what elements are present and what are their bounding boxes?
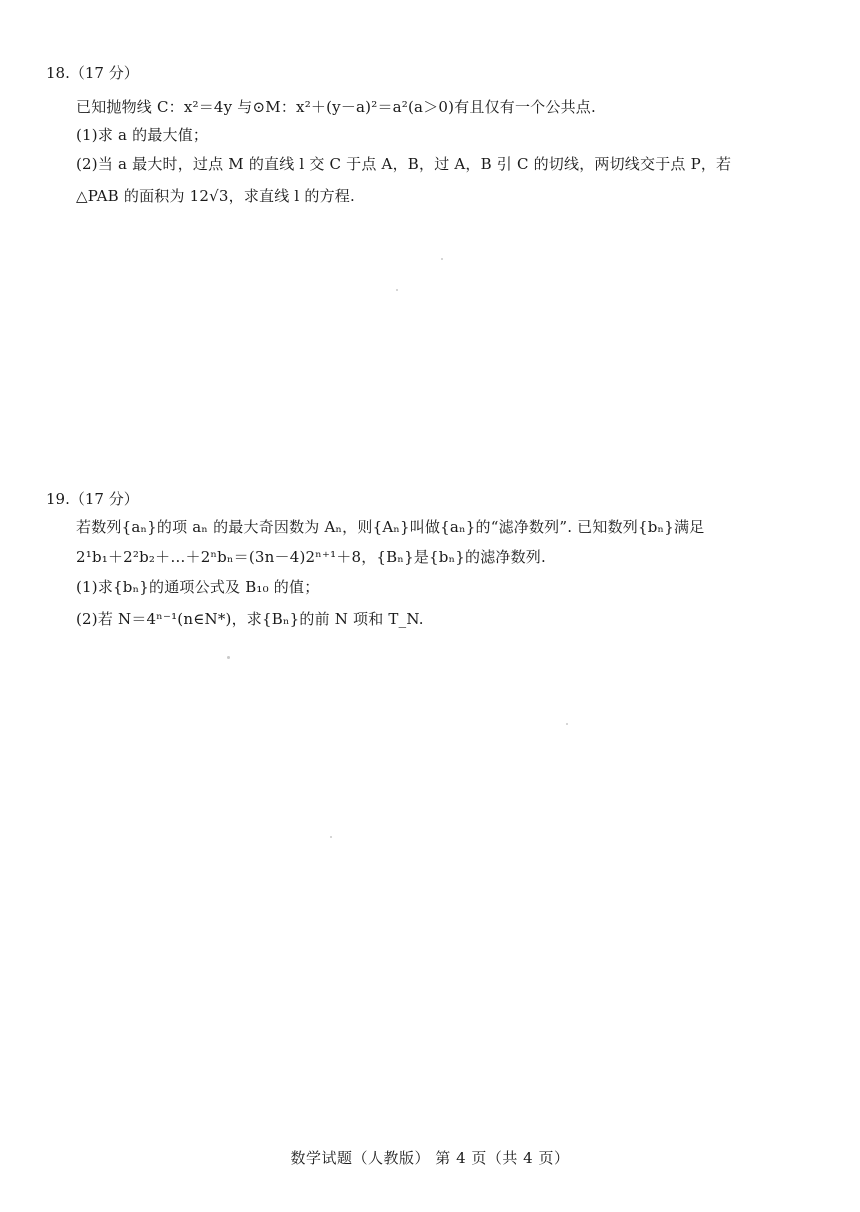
- problem-19-number: 19.（17 分）: [46, 490, 139, 508]
- problem-19-statement-line-2: 2¹b₁＋2²b₂＋…＋2ⁿbₙ＝(3n－4)2ⁿ⁺¹＋8，{Bₙ}是{bₙ}的滤净数列.: [76, 548, 546, 566]
- problem-18-statement: 已知抛物线 C：x²＝4y 与⊙M：x²＋(y－a)²＝a²(a＞0)有且仅有一个公共点.: [76, 98, 596, 116]
- problem-18-part-1: (1)求 a 的最大值；: [76, 126, 209, 144]
- scan-speck: [396, 289, 398, 291]
- page-footer: 数学试题（人教版） 第 4 页（共 4 页）: [290, 1149, 570, 1167]
- problem-19-part-1: (1)求{bₙ}的通项公式及 B₁₀ 的值；: [76, 578, 320, 596]
- problem-19-part-2: (2)若 N＝4ⁿ⁻¹(n∈N*)，求{Bₙ}的前 N 项和 T_N.: [76, 610, 424, 628]
- scan-speck: [227, 656, 230, 659]
- scan-speck: [441, 258, 443, 260]
- problem-18-part-2-line-1: (2)当 a 最大时，过点 M 的直线 l 交 C 于点 A，B，过 A，B 引 C 的切线，两切线交于点 P，若: [76, 155, 732, 173]
- problem-18-part-2-line-2: △PAB 的面积为 12√3，求直线 l 的方程.: [76, 187, 355, 205]
- scan-speck: [330, 836, 332, 838]
- scan-speck: [566, 723, 568, 725]
- problem-19-statement-line-1: 若数列{aₙ}的项 aₙ 的最大奇因数为 Aₙ，则{Aₙ}叫做{aₙ}的“滤净数列”. 已知数列{bₙ}满足: [76, 518, 705, 536]
- problem-18-number: 18.（17 分）: [46, 64, 139, 82]
